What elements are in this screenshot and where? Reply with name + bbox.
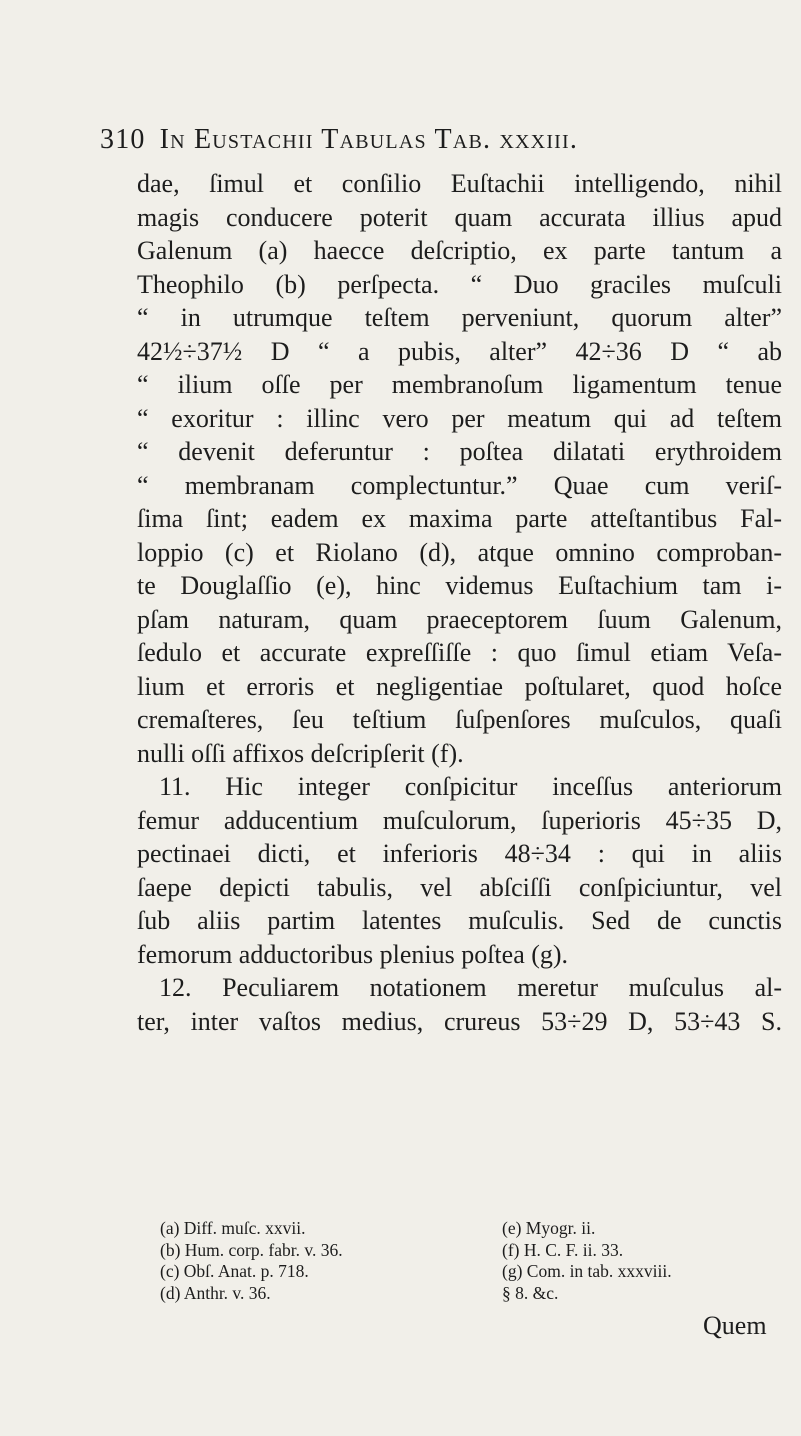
text-line: ter, inter vaſtos medius, crureus 53÷29 D, 53÷43 S. — [137, 1006, 782, 1036]
page-number: 310 — [100, 124, 146, 155]
text-line: Theophilo (b) perſpecta. “ Duo graciles muſculi — [137, 269, 782, 299]
footnote: (d) Anthr. v. 36. — [160, 1282, 271, 1303]
text-line: femorum adductoribus plenius poſtea (g). — [137, 939, 569, 969]
text-line: nulli oſſi affixos deſcripſerit (f). — [137, 738, 464, 768]
text-line: ſima ſint; eadem ex maxima parte atteſtantibus Fal- — [137, 504, 782, 533]
footnote: (g) Com. in tab. xxxviii. — [502, 1261, 672, 1281]
text-line: “ devenit deferuntur : poſtea dilatati erythroidem — [137, 437, 782, 466]
text-line: magis conducere poterit quam accurata illius apud — [137, 202, 782, 232]
footnote: (f) H. C. F. ii. 33. — [502, 1239, 624, 1260]
text-line: pectinaei dicti, et inferioris 48÷34 : qui in aliis — [137, 839, 782, 868]
text-line: loppio (c) et Riolano (d), atque omnino comproban- — [137, 537, 782, 567]
running-header — [100, 124, 780, 156]
footnotes-right-column — [502, 1218, 672, 1304]
footnotes-left-column — [160, 1218, 343, 1304]
catchword: Quem — [703, 1311, 767, 1340]
text-line: lium et erroris et negligentiae poſtularet, quod hoſce — [137, 671, 782, 701]
text-line: cremaſteres, ſeu teſtium ſuſpenſores muſculos, quaſi — [137, 705, 782, 734]
text-line: “ exoritur : illinc vero per meatum qui ad teſtem — [137, 403, 782, 433]
footnote: (c) Obſ. Anat. p. 718. — [160, 1261, 309, 1281]
text-line: femur adducentium muſculorum, ſuperioris 45÷35 D, — [137, 805, 782, 835]
footnote: (e) Myogr. ii. — [502, 1218, 596, 1238]
running-title: In Eustachii Tabulas Tab. xxxiii. — [159, 124, 579, 155]
text-line: pſam naturam, quam praeceptorem ſuum Galenum, — [137, 604, 782, 634]
text-line: “ membranam complectuntur.” Quae cum veriſ- — [137, 470, 782, 500]
text-line: 42½÷37½ D “ a pubis, alter” 42÷36 D “ ab — [137, 336, 782, 366]
text-line: te Douglaſſio (e), hinc videmus Euſtachium tam i- — [137, 571, 782, 600]
text-line: “ ilium oſſe per membranoſum ligamentum tenue — [137, 370, 782, 399]
text-line: dae, ſimul et conſilio Euſtachii intelligendo, nihil — [137, 169, 782, 198]
text-line: ſub aliis partim latentes muſculis. Sed de cunctis — [137, 906, 782, 935]
text-line: “ in utrumque teſtem perveniunt, quorum alter” — [137, 303, 782, 332]
text-line: ſedulo et accurate expreſſiſſe : quo ſimul etiam Veſa- — [137, 638, 782, 667]
footnote: § 8. &c. — [502, 1282, 559, 1303]
text-line: 12. Peculiarem notationem meretur muſculus al- — [159, 973, 782, 1002]
text-line: ſaepe depicti tabulis, vel abſciſſi conſpiciuntur, vel — [137, 872, 782, 902]
footnote: (b) Hum. corp. fabr. v. 36. — [160, 1239, 343, 1260]
body-text — [137, 167, 782, 1038]
text-line: 11. Hic integer conſpicitur inceſſus anteriorum — [159, 772, 782, 801]
text-line: Galenum (a) haecce deſcriptio, ex parte tantum a — [137, 236, 782, 265]
footnote: (a) Diff. muſc. xxvii. — [160, 1218, 306, 1238]
